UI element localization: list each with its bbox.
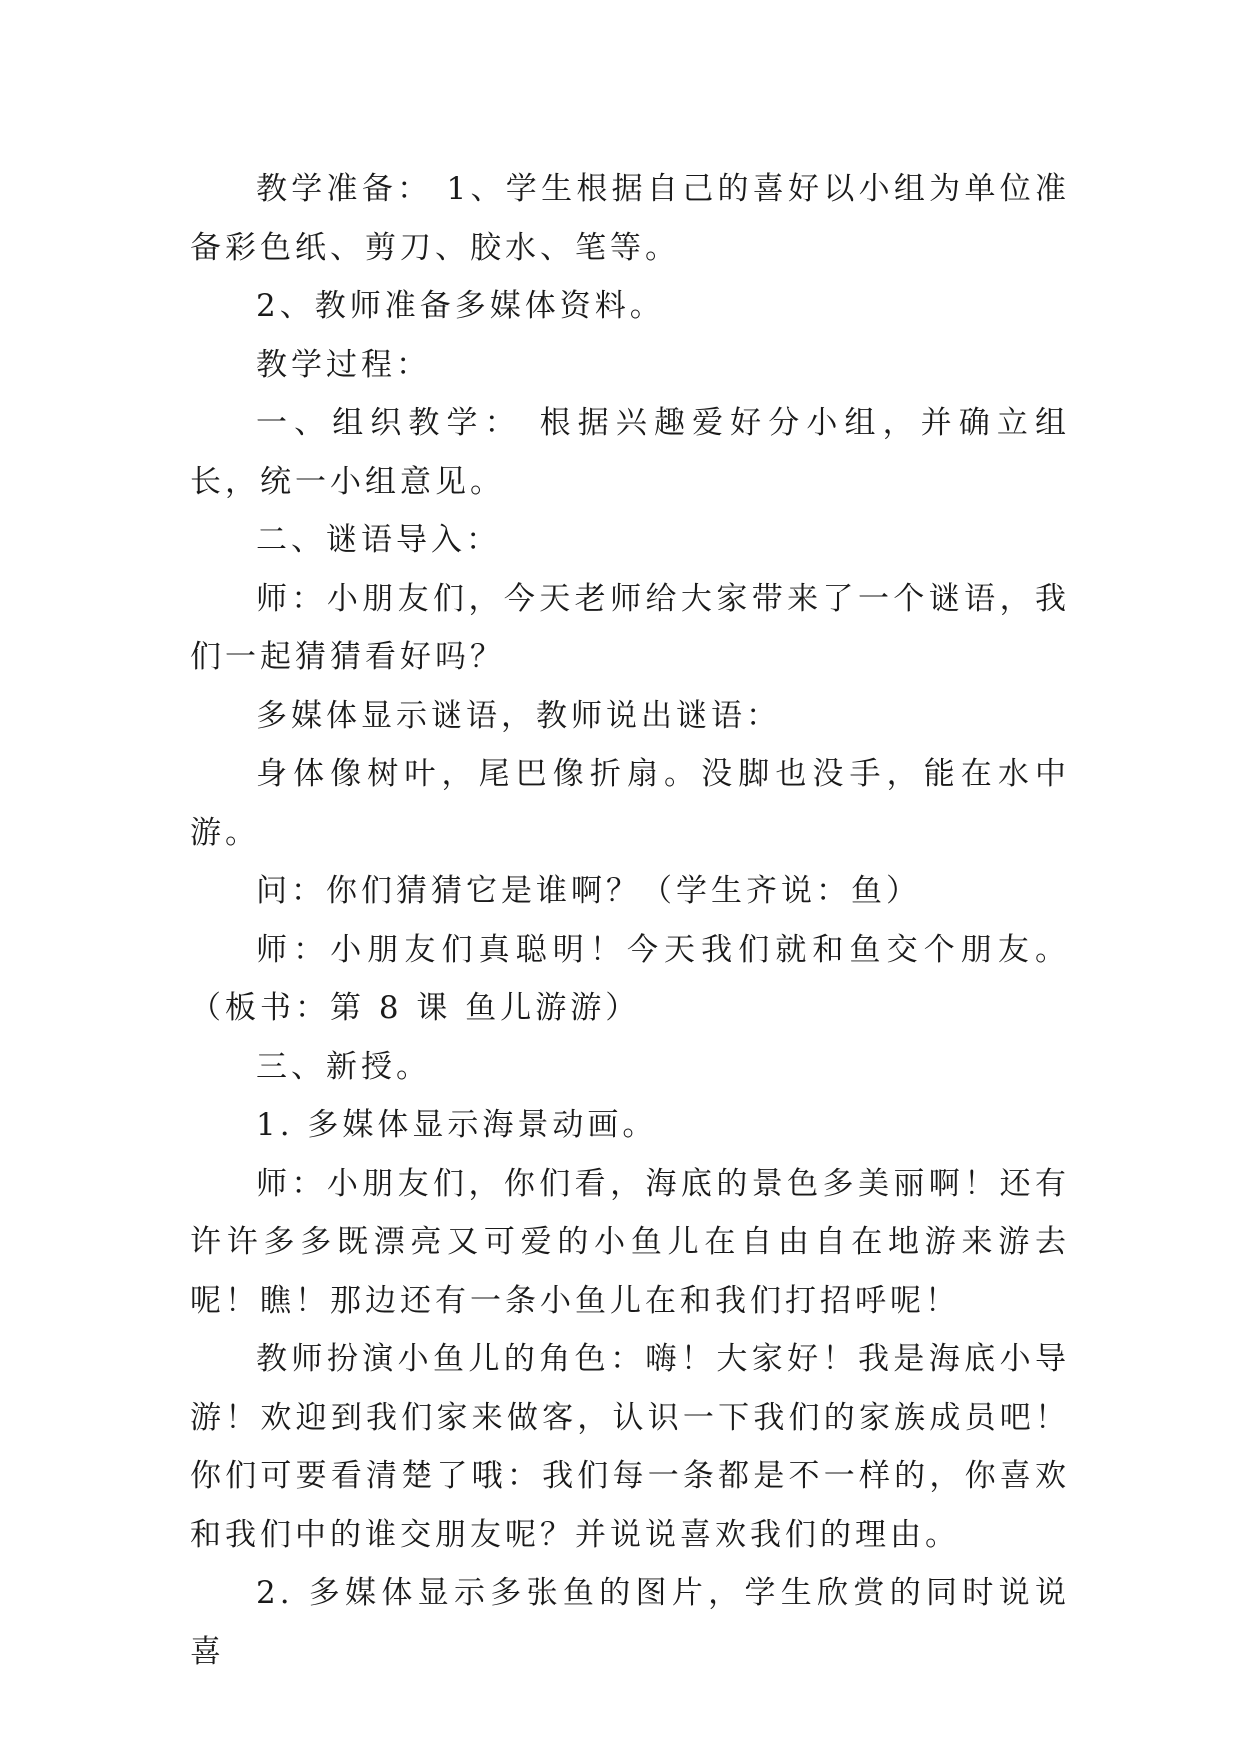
paragraph-teacher-riddle-intro: 师：小朋友们，今天老师给大家带来了一个谜语，我们一起猜猜看好吗？	[190, 580, 1070, 675]
paragraph-new-lesson-heading: 三、新授。	[256, 1048, 431, 1085]
paragraph-riddle-question: 问：你们猜猜它是谁啊？（学生齐说：鱼）	[256, 873, 921, 909]
paragraph-teaching-preparation: 教学准备： 1、学生根据自己的喜好以小组为单位准备彩色纸、剪刀、胶水、笔等。	[190, 171, 1070, 266]
paragraph-fish-pictures: 2. 多媒体显示多张鱼的图片，学生欣赏的同时说说喜	[190, 1575, 1070, 1670]
paragraph-teacher-sea-description: 师：小朋友们，你们看，海底的景色多美丽啊！还有许许多多既漂亮又可爱的小鱼儿在自由自在地游来游去呢！瞧！那边还有一条小鱼儿在和我们打招呼呢！	[190, 1165, 1070, 1319]
paragraph-lesson-title: 师：小朋友们真聪明！今天我们就和鱼交个朋友。（板书：第 8 课 鱼儿游游）	[190, 931, 1070, 1026]
paragraph-riddle-intro-heading: 二、谜语导入：	[256, 522, 501, 558]
paragraph-teacher-preparation: 2、教师准备多媒体资料。	[256, 288, 665, 324]
paragraph-multimedia-riddle: 多媒体显示谜语，教师说出谜语：	[256, 697, 781, 734]
paragraph-sea-animation: 1. 多媒体显示海景动画。	[256, 1107, 658, 1143]
document-body	[190, 160, 1070, 1681]
paragraph-riddle-text: 身体像树叶，尾巴像折扇。没脚也没手，能在水中游。	[190, 756, 1070, 851]
paragraph-organize-teaching: 一、组织教学： 根据兴趣爱好分小组，并确立组长，统一小组意见。	[190, 405, 1070, 500]
paragraph-teaching-process-heading: 教学过程：	[256, 346, 431, 383]
paragraph-fish-role-play: 教师扮演小鱼儿的角色：嗨！大家好！我是海底小导游！欢迎到我们家来做客，认识一下我们的家族成员吧！你们可要看清楚了哦：我们每一条都是不一样的，你喜欢和我们中的谁交朋友呢？并说说喜欢我们的理由。	[190, 1341, 1070, 1553]
